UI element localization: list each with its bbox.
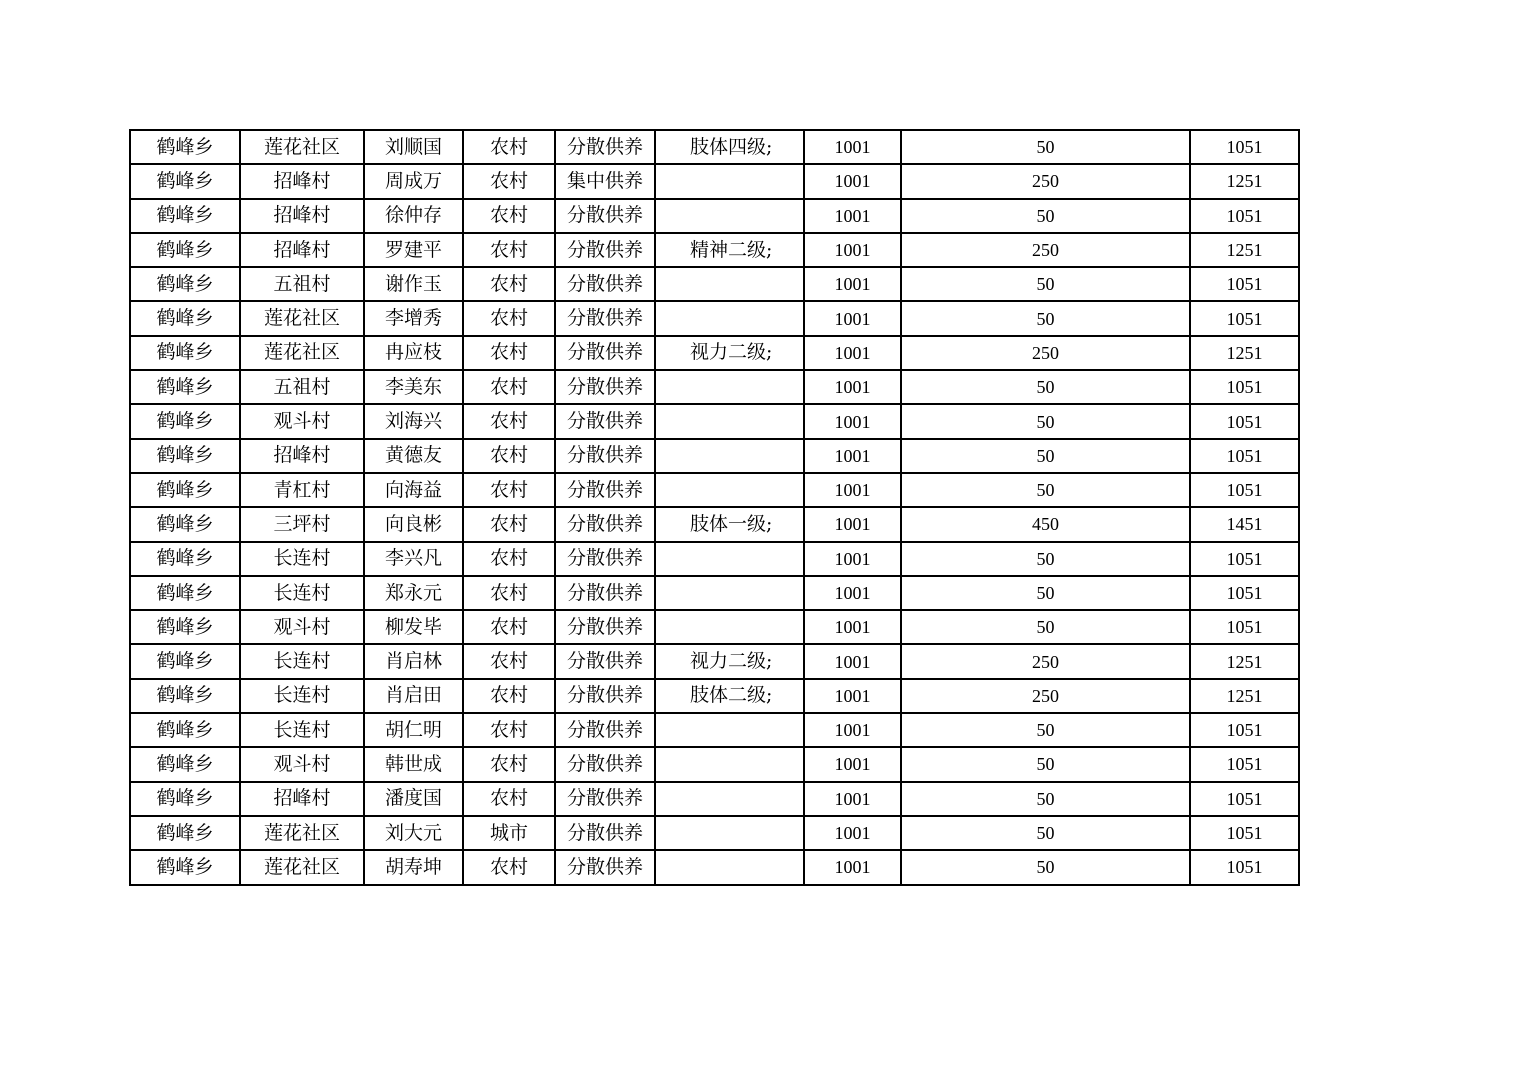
- total-amount-cell: 1251: [1190, 679, 1299, 713]
- area-type-cell: 农村: [463, 713, 555, 747]
- base-amount-cell: 1001: [804, 542, 901, 576]
- support-type-cell: 分散供养: [555, 336, 655, 370]
- table-row: [130, 336, 1299, 370]
- total-amount-cell: 1051: [1190, 610, 1299, 644]
- village-cell: 五祖村: [240, 267, 364, 301]
- table-row: [130, 850, 1299, 884]
- town-cell: 鹤峰乡: [130, 199, 240, 233]
- total-amount-cell: 1051: [1190, 301, 1299, 335]
- total-amount-cell: 1051: [1190, 576, 1299, 610]
- disability-cell: [655, 164, 804, 198]
- base-amount-cell: 1001: [804, 679, 901, 713]
- table-row: [130, 576, 1299, 610]
- area-type-cell: 农村: [463, 679, 555, 713]
- data-table: [129, 129, 1300, 886]
- total-amount-cell: 1051: [1190, 370, 1299, 404]
- disability-cell: [655, 473, 804, 507]
- total-amount-cell: 1051: [1190, 267, 1299, 301]
- disability-cell: [655, 370, 804, 404]
- total-amount-cell: 1051: [1190, 782, 1299, 816]
- support-type-cell: 集中供养: [555, 164, 655, 198]
- extra-amount-cell: 450: [901, 507, 1190, 541]
- village-cell: 观斗村: [240, 404, 364, 438]
- town-cell: 鹤峰乡: [130, 301, 240, 335]
- table-row: [130, 679, 1299, 713]
- village-cell: 长连村: [240, 644, 364, 678]
- extra-amount-cell: 250: [901, 336, 1190, 370]
- table-row: [130, 542, 1299, 576]
- disability-cell: [655, 576, 804, 610]
- person-name-cell: 谢作玉: [364, 267, 463, 301]
- town-cell: 鹤峰乡: [130, 233, 240, 267]
- table-row: [130, 747, 1299, 781]
- total-amount-cell: 1051: [1190, 542, 1299, 576]
- table-row: [130, 404, 1299, 438]
- extra-amount-cell: 50: [901, 473, 1190, 507]
- support-type-cell: 分散供养: [555, 713, 655, 747]
- extra-amount-cell: 250: [901, 644, 1190, 678]
- support-type-cell: 分散供养: [555, 816, 655, 850]
- disability-cell: [655, 850, 804, 884]
- support-type-cell: 分散供养: [555, 267, 655, 301]
- support-type-cell: 分散供养: [555, 610, 655, 644]
- support-type-cell: 分散供养: [555, 644, 655, 678]
- total-amount-cell: 1251: [1190, 233, 1299, 267]
- base-amount-cell: 1001: [804, 130, 901, 164]
- town-cell: 鹤峰乡: [130, 404, 240, 438]
- person-name-cell: 向良彬: [364, 507, 463, 541]
- disability-cell: [655, 267, 804, 301]
- table-row: [130, 782, 1299, 816]
- area-type-cell: 农村: [463, 644, 555, 678]
- village-cell: 五祖村: [240, 370, 364, 404]
- area-type-cell: 城市: [463, 816, 555, 850]
- area-type-cell: 农村: [463, 473, 555, 507]
- area-type-cell: 农村: [463, 542, 555, 576]
- person-name-cell: 周成万: [364, 164, 463, 198]
- base-amount-cell: 1001: [804, 199, 901, 233]
- table-row: [130, 644, 1299, 678]
- total-amount-cell: 1251: [1190, 336, 1299, 370]
- town-cell: 鹤峰乡: [130, 370, 240, 404]
- area-type-cell: 农村: [463, 199, 555, 233]
- person-name-cell: 罗建平: [364, 233, 463, 267]
- disability-cell: 精神二级;: [655, 233, 804, 267]
- extra-amount-cell: 50: [901, 439, 1190, 473]
- person-name-cell: 刘大元: [364, 816, 463, 850]
- person-name-cell: 冉应枝: [364, 336, 463, 370]
- village-cell: 莲花社区: [240, 130, 364, 164]
- disability-cell: 视力二级;: [655, 644, 804, 678]
- area-type-cell: 农村: [463, 747, 555, 781]
- table-row: [130, 507, 1299, 541]
- base-amount-cell: 1001: [804, 370, 901, 404]
- support-type-cell: 分散供养: [555, 473, 655, 507]
- total-amount-cell: 1051: [1190, 199, 1299, 233]
- table-row: [130, 199, 1299, 233]
- total-amount-cell: 1051: [1190, 713, 1299, 747]
- disability-cell: 肢体一级;: [655, 507, 804, 541]
- disability-cell: 视力二级;: [655, 336, 804, 370]
- total-amount-cell: 1051: [1190, 473, 1299, 507]
- total-amount-cell: 1051: [1190, 130, 1299, 164]
- town-cell: 鹤峰乡: [130, 439, 240, 473]
- base-amount-cell: 1001: [804, 576, 901, 610]
- area-type-cell: 农村: [463, 439, 555, 473]
- extra-amount-cell: 50: [901, 404, 1190, 438]
- extra-amount-cell: 50: [901, 610, 1190, 644]
- town-cell: 鹤峰乡: [130, 850, 240, 884]
- village-cell: 招峰村: [240, 199, 364, 233]
- support-type-cell: 分散供养: [555, 782, 655, 816]
- area-type-cell: 农村: [463, 782, 555, 816]
- area-type-cell: 农村: [463, 610, 555, 644]
- extra-amount-cell: 250: [901, 164, 1190, 198]
- person-name-cell: 刘海兴: [364, 404, 463, 438]
- area-type-cell: 农村: [463, 301, 555, 335]
- extra-amount-cell: 50: [901, 713, 1190, 747]
- person-name-cell: 李兴凡: [364, 542, 463, 576]
- base-amount-cell: 1001: [804, 644, 901, 678]
- disability-cell: 肢体四级;: [655, 130, 804, 164]
- table-row: [130, 301, 1299, 335]
- disability-cell: 肢体二级;: [655, 679, 804, 713]
- disability-cell: [655, 713, 804, 747]
- extra-amount-cell: 50: [901, 267, 1190, 301]
- table-row: [130, 130, 1299, 164]
- support-type-cell: 分散供养: [555, 576, 655, 610]
- village-cell: 招峰村: [240, 233, 364, 267]
- disability-cell: [655, 404, 804, 438]
- extra-amount-cell: 50: [901, 576, 1190, 610]
- table-row: [130, 713, 1299, 747]
- town-cell: 鹤峰乡: [130, 164, 240, 198]
- area-type-cell: 农村: [463, 507, 555, 541]
- village-cell: 三坪村: [240, 507, 364, 541]
- base-amount-cell: 1001: [804, 850, 901, 884]
- support-type-cell: 分散供养: [555, 679, 655, 713]
- town-cell: 鹤峰乡: [130, 782, 240, 816]
- disability-cell: [655, 610, 804, 644]
- town-cell: 鹤峰乡: [130, 713, 240, 747]
- disability-cell: [655, 301, 804, 335]
- base-amount-cell: 1001: [804, 782, 901, 816]
- table-row: [130, 164, 1299, 198]
- total-amount-cell: 1051: [1190, 439, 1299, 473]
- village-cell: 青杠村: [240, 473, 364, 507]
- village-cell: 莲花社区: [240, 816, 364, 850]
- town-cell: 鹤峰乡: [130, 130, 240, 164]
- table-row: [130, 473, 1299, 507]
- town-cell: 鹤峰乡: [130, 542, 240, 576]
- total-amount-cell: 1051: [1190, 747, 1299, 781]
- disability-cell: [655, 439, 804, 473]
- support-type-cell: 分散供养: [555, 404, 655, 438]
- village-cell: 莲花社区: [240, 336, 364, 370]
- village-cell: 莲花社区: [240, 850, 364, 884]
- base-amount-cell: 1001: [804, 267, 901, 301]
- table-row: [130, 267, 1299, 301]
- area-type-cell: 农村: [463, 850, 555, 884]
- village-cell: 观斗村: [240, 747, 364, 781]
- person-name-cell: 肖启林: [364, 644, 463, 678]
- base-amount-cell: 1001: [804, 610, 901, 644]
- table-body: [130, 130, 1299, 885]
- table-row: [130, 610, 1299, 644]
- person-name-cell: 胡寿坤: [364, 850, 463, 884]
- disability-cell: [655, 199, 804, 233]
- person-name-cell: 向海益: [364, 473, 463, 507]
- table-row: [130, 439, 1299, 473]
- base-amount-cell: 1001: [804, 233, 901, 267]
- total-amount-cell: 1051: [1190, 850, 1299, 884]
- village-cell: 观斗村: [240, 610, 364, 644]
- person-name-cell: 柳发毕: [364, 610, 463, 644]
- base-amount-cell: 1001: [804, 816, 901, 850]
- area-type-cell: 农村: [463, 370, 555, 404]
- person-name-cell: 肖启田: [364, 679, 463, 713]
- extra-amount-cell: 50: [901, 199, 1190, 233]
- extra-amount-cell: 50: [901, 816, 1190, 850]
- base-amount-cell: 1001: [804, 336, 901, 370]
- area-type-cell: 农村: [463, 267, 555, 301]
- area-type-cell: 农村: [463, 164, 555, 198]
- extra-amount-cell: 250: [901, 233, 1190, 267]
- support-type-cell: 分散供养: [555, 370, 655, 404]
- town-cell: 鹤峰乡: [130, 816, 240, 850]
- base-amount-cell: 1001: [804, 713, 901, 747]
- village-cell: 招峰村: [240, 439, 364, 473]
- area-type-cell: 农村: [463, 233, 555, 267]
- village-cell: 长连村: [240, 576, 364, 610]
- town-cell: 鹤峰乡: [130, 610, 240, 644]
- disability-cell: [655, 782, 804, 816]
- town-cell: 鹤峰乡: [130, 644, 240, 678]
- town-cell: 鹤峰乡: [130, 747, 240, 781]
- person-name-cell: 李美东: [364, 370, 463, 404]
- table-row: [130, 370, 1299, 404]
- extra-amount-cell: 50: [901, 370, 1190, 404]
- person-name-cell: 潘度国: [364, 782, 463, 816]
- village-cell: 莲花社区: [240, 301, 364, 335]
- support-type-cell: 分散供养: [555, 542, 655, 576]
- person-name-cell: 黄德友: [364, 439, 463, 473]
- extra-amount-cell: 50: [901, 130, 1190, 164]
- support-type-cell: 分散供养: [555, 507, 655, 541]
- person-name-cell: 徐仲存: [364, 199, 463, 233]
- person-name-cell: 郑永元: [364, 576, 463, 610]
- table-row: [130, 233, 1299, 267]
- total-amount-cell: 1251: [1190, 644, 1299, 678]
- extra-amount-cell: 250: [901, 679, 1190, 713]
- disability-cell: [655, 747, 804, 781]
- base-amount-cell: 1001: [804, 473, 901, 507]
- extra-amount-cell: 50: [901, 782, 1190, 816]
- support-type-cell: 分散供养: [555, 747, 655, 781]
- extra-amount-cell: 50: [901, 747, 1190, 781]
- extra-amount-cell: 50: [901, 542, 1190, 576]
- base-amount-cell: 1001: [804, 747, 901, 781]
- extra-amount-cell: 50: [901, 301, 1190, 335]
- person-name-cell: 刘顺国: [364, 130, 463, 164]
- base-amount-cell: 1001: [804, 301, 901, 335]
- village-cell: 招峰村: [240, 782, 364, 816]
- person-name-cell: 胡仁明: [364, 713, 463, 747]
- village-cell: 长连村: [240, 542, 364, 576]
- town-cell: 鹤峰乡: [130, 267, 240, 301]
- village-cell: 长连村: [240, 679, 364, 713]
- person-name-cell: 韩世成: [364, 747, 463, 781]
- area-type-cell: 农村: [463, 336, 555, 370]
- area-type-cell: 农村: [463, 576, 555, 610]
- base-amount-cell: 1001: [804, 439, 901, 473]
- town-cell: 鹤峰乡: [130, 679, 240, 713]
- support-type-cell: 分散供养: [555, 439, 655, 473]
- village-cell: 长连村: [240, 713, 364, 747]
- town-cell: 鹤峰乡: [130, 336, 240, 370]
- support-type-cell: 分散供养: [555, 233, 655, 267]
- support-type-cell: 分散供养: [555, 199, 655, 233]
- support-type-cell: 分散供养: [555, 301, 655, 335]
- base-amount-cell: 1001: [804, 404, 901, 438]
- area-type-cell: 农村: [463, 404, 555, 438]
- support-type-cell: 分散供养: [555, 850, 655, 884]
- total-amount-cell: 1051: [1190, 404, 1299, 438]
- town-cell: 鹤峰乡: [130, 576, 240, 610]
- person-name-cell: 李增秀: [364, 301, 463, 335]
- total-amount-cell: 1051: [1190, 816, 1299, 850]
- disability-cell: [655, 542, 804, 576]
- base-amount-cell: 1001: [804, 507, 901, 541]
- town-cell: 鹤峰乡: [130, 473, 240, 507]
- support-type-cell: 分散供养: [555, 130, 655, 164]
- town-cell: 鹤峰乡: [130, 507, 240, 541]
- disability-cell: [655, 816, 804, 850]
- table-row: [130, 816, 1299, 850]
- total-amount-cell: 1451: [1190, 507, 1299, 541]
- total-amount-cell: 1251: [1190, 164, 1299, 198]
- base-amount-cell: 1001: [804, 164, 901, 198]
- village-cell: 招峰村: [240, 164, 364, 198]
- extra-amount-cell: 50: [901, 850, 1190, 884]
- area-type-cell: 农村: [463, 130, 555, 164]
